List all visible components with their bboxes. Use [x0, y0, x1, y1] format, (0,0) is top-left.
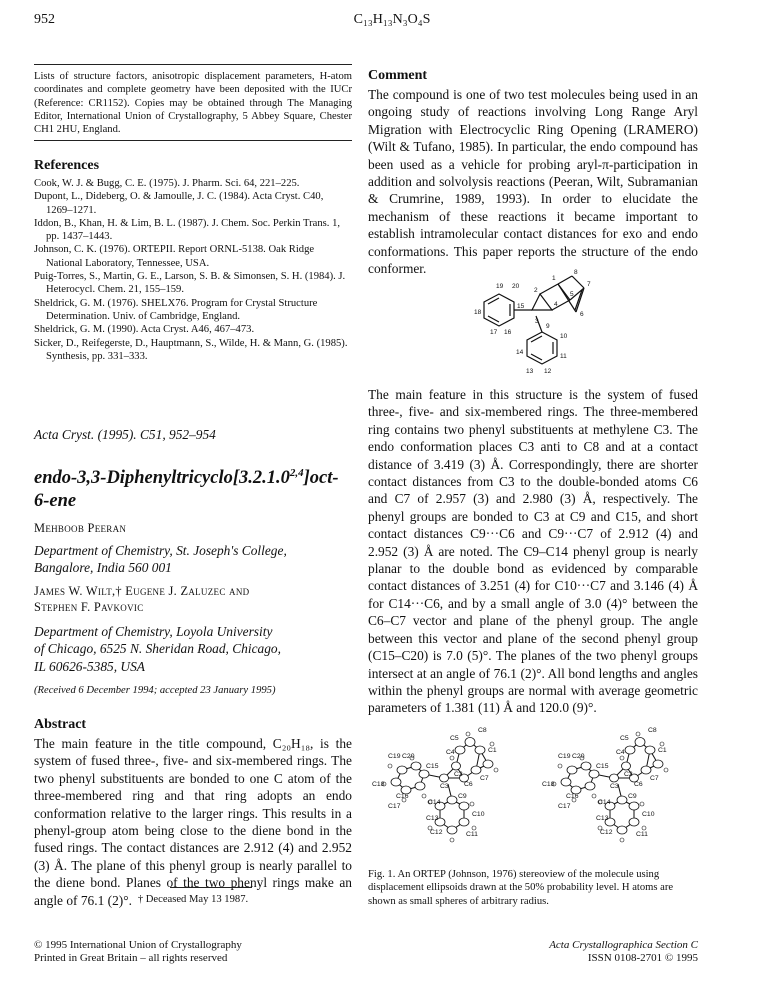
title-part: ]oct- — [303, 468, 339, 489]
chemical-scheme-diagram — [454, 266, 684, 374]
received-dates: (Received 6 December 1994; accepted 23 January 1995) — [34, 685, 276, 696]
atom-label-17: 17 — [490, 329, 498, 336]
affiliation-line: Department of Chemistry, St. Joseph's College, — [34, 543, 287, 558]
ortep-stereoview-figure — [368, 726, 698, 860]
references-list — [34, 177, 352, 363]
author-peeran: Mehboob Peeran — [34, 521, 127, 535]
affiliation-loyola — [34, 623, 352, 675]
top-rule-left — [34, 64, 352, 65]
atom-label-3: 3 — [535, 318, 539, 325]
journal-reference: Acta Cryst. (1995). C51, 952–954 — [34, 427, 216, 442]
atom-label-c6: C6 — [464, 781, 473, 788]
atom-label-c16: C16 — [566, 793, 579, 800]
footer-issn: ISSN 0108-2701 © 1995 — [587, 952, 698, 964]
figure-caption: Fig. 1. An ORTEP (Johnson, 1976) stereoview of the molecule using displacement ellipsoids drawn at the 50% probability level. H atoms are shown as small spheres of arbitrary radius. — [368, 869, 674, 907]
comment-heading: Comment — [368, 68, 428, 83]
atom-label-6: 6 — [580, 311, 584, 318]
atom-label-c12: C12 — [430, 829, 443, 836]
comment-text: The compound is one of two test molecules being used in an ongoing study of reactions involving Long Range Aryl Migration with Electrocyclic Ring Opening (LRAMERO) (Wilt & Tufano, 1985). In particular, the endo compound has been used as a vehicle for probing aryl-π-participation in addition and solvolysis reactions (Peeran, Wilt, Subramanian & Crumrine, 1989, 1993). In order to elucidate the mechanism of these reactions it became important to establish intramolecular contact distances for exo and endo conformations. This paper reports the structure of the endo conformer. — [368, 87, 698, 277]
deposition-note: Lists of structure factors, anisotropic displacement parameters, H-atom coordinates and complete geometry have been deposited with the IUCr (Reference: CR1152). Copies may be obtained through The Managing Editor, International Union of Crystallography, 5 Abbey Square, Chester CH1 2HU, England. — [34, 71, 352, 136]
atom-label-c18: C18 — [542, 781, 555, 788]
reference-item: Sicker, D., Reifegerste, D., Hauptmann, S., Wilde, H. & Mann, G. (1985). Synthesis, pp. 331–333. — [34, 337, 348, 362]
atom-label-c3: C3 — [610, 783, 619, 790]
atom-label-14: 14 — [516, 349, 524, 356]
atom-label-12: 12 — [544, 368, 552, 374]
reference-item: Sheldrick, G. M. (1976). SHELX76. Program for Crystal Structure Determination. Univ. of Cambridge, England. — [34, 297, 318, 322]
atom-label-c2: C2 — [624, 771, 633, 778]
atom-label-c11: C11 — [466, 831, 478, 838]
atom-label-c13: C13 — [426, 815, 439, 822]
author-line: Stephen F. Pavkovic — [34, 600, 144, 614]
atom-label-c13: C13 — [596, 815, 609, 822]
atom-label-c7: C7 — [480, 775, 489, 782]
journal-footer — [368, 939, 698, 965]
footnote-rule — [170, 887, 252, 888]
atom-label-c1: C1 — [488, 747, 497, 754]
atom-label-c4: C4 — [446, 749, 455, 756]
atom-label-c6: C6 — [634, 781, 643, 788]
atom-label-11: 11 — [560, 353, 567, 360]
atom-label-c4: C4 — [616, 749, 625, 756]
reference-item: Dupont, L., Dideberg, O. & Jamoulle, J. C. (1984). Acta Cryst. C40, 1269–1271. — [34, 191, 324, 216]
atom-label-c20: C20 — [402, 753, 415, 760]
atom-label-c5: C5 — [450, 735, 459, 742]
atom-label-c11: C11 — [636, 831, 648, 838]
reference-item: Sheldrick, G. M. (1990). Acta Cryst. A46, 467–473. — [34, 324, 255, 336]
reference-item: Puig-Torres, S., Martin, G. E., Larson, S. B. & Simonsen, S. H. (1984). J. Heterocycl. Chem. 21, 155–159. — [34, 271, 346, 296]
references-heading: References — [34, 158, 100, 173]
atom-label-c8: C8 — [478, 727, 487, 734]
copyright-line: © 1995 International Union of Crystallography — [34, 939, 242, 951]
atom-label-c8: C8 — [648, 727, 657, 734]
atom-label-7: 7 — [587, 281, 591, 288]
atom-label-c7: C7 — [650, 775, 659, 782]
atom-label-15: 15 — [517, 303, 525, 310]
atom-label-16: 16 — [504, 329, 512, 336]
atom-label-c10: C10 — [472, 811, 485, 818]
atom-label-c3: C3 — [440, 783, 449, 790]
atom-label-c14: C14 — [598, 799, 611, 806]
reference-item: Johnson, C. K. (1976). ORTEPII. Report ORNL-5138. Oak Ridge National Laboratory, Tennessee, USA. — [34, 244, 315, 269]
atom-label-13: 13 — [526, 368, 534, 374]
abstract-heading: Abstract — [34, 717, 87, 732]
authors-wilt-zaluzec-pavkovic — [34, 583, 352, 615]
atom-label-1: 1 — [552, 275, 556, 282]
affiliation-line: Department of Chemistry, Loyola University — [34, 624, 273, 639]
references-rule — [34, 140, 352, 141]
atom-label-c1: C1 — [658, 747, 667, 754]
reference-item: Cook, W. J. & Bugg, C. E. (1975). J. Pharm. Sci. 64, 221–225. — [34, 178, 300, 189]
affiliation-line: Bangalore, India 560 001 — [34, 560, 172, 576]
main-body-text: The main feature in this structure is the system of fused three-, five- and six-membered rings. The three-membered ring contains two phenyl substituents at methylene C3. The endo conformation places C3 anti to C8 and at a contact distance of 3.419 (3) Å. Correspondingly, there are shorter contact distances from C3 to the double-bonded atoms C6 and C7 of 2.957 (3) and 2.980 (3) Å, respectively. The phenyl groups are bonded to C3 at C9 and C15, and short contact distances C9···C6 and C9···C7 of 2.912 (4) and 2.952 (3) Å are noted. The C9–C14 phenyl group is nearly planar to the double bond as evidenced by comparable contact distances of 3.251 (4) for C10···C7 and 3.146 (4) Å for C14···C6, and by a small angle of 3.0 (4)° between the C6–C7 vector and plane of the phenyl group. The angle between this vector and plane of the second phenyl group (C15–C20) is 7.0 (5)°. The planes of the two phenyl groups intersect at an angle of 76.1 (2)°. All bond lengths and angles within the phenyl groups are normal with average geometric parameters of 1.381 (11) Å and 120.0 (9)°. — [368, 387, 698, 716]
atom-label-4: 4 — [554, 301, 558, 308]
atom-label-c12: C12 — [600, 829, 613, 836]
atom-label-c17: C17 — [388, 803, 401, 810]
copyright-line: Printed in Great Britain – all rights reserved — [34, 952, 228, 964]
atom-label-10: 10 — [560, 333, 568, 340]
atom-label-c9: C9 — [458, 793, 467, 800]
footer-journal-name: Acta Crystallographica Section C — [549, 939, 698, 951]
abstract-text: The main feature in the title compound, C₂₀H₁₈, is the system of fused three-, five- and six-membered rings. The two phenyl substituents are bonded to one C atom of the three-membered ring and that ring adopts an endo conformation relative to the larger rings. This results in a phenyl-group atom being close to the diene bond in the fused rings. The contact distances are 2.912 (4) and 2.952 (3) Å. The plane of this phenyl group is nearly parallel to the diene bond. Planes of the two phenyl rings make an angle of 76.1 (2)°. — [34, 736, 352, 908]
affiliation-line: IL 60626-5385, USA — [34, 658, 145, 674]
affiliation-line: of Chicago, 6525 N. Sheridan Road, Chicago, — [34, 641, 281, 657]
atom-label-2: 2 — [534, 287, 538, 294]
atom-label-c15: C15 — [596, 763, 609, 770]
atom-label-c17: C17 — [558, 803, 571, 810]
paper-title — [34, 462, 352, 513]
atom-label-5: 5 — [570, 291, 574, 298]
atom-label-c19: C19 — [558, 753, 571, 760]
atom-label-c19: C19 — [388, 753, 401, 760]
atom-label-c16: C16 — [396, 793, 409, 800]
atom-label-18: 18 — [474, 309, 482, 316]
atom-label-9: 9 — [546, 323, 550, 330]
running-head-formula: C₁₃H₁₃N₃O₄S — [353, 12, 431, 27]
atom-label-20: 20 — [512, 283, 520, 290]
atom-label-c18: C18 — [372, 781, 385, 788]
copyright-block — [34, 939, 352, 965]
atom-label-c9: C9 — [628, 793, 637, 800]
atom-label-c5: C5 — [620, 735, 629, 742]
title-superscript: 2,4 — [289, 467, 304, 479]
cyclopropane-ring — [532, 294, 552, 310]
atom-label-8: 8 — [574, 269, 578, 276]
author-line: James W. Wilt,† Eugene J. Zaluzec and — [34, 584, 250, 598]
reference-item: Iddon, B., Khan, H. & Lim, B. L. (1987). J. Chem. Soc. Perkin Trans. 1, pp. 1437–1443. — [34, 217, 341, 243]
atom-label-c20: C20 — [572, 753, 585, 760]
title-part: 6-ene — [34, 491, 77, 512]
page-number: 952 — [34, 12, 55, 27]
atom-label-c15: C15 — [426, 763, 439, 770]
atom-label-19: 19 — [496, 283, 504, 290]
affiliation-st-josephs — [34, 542, 352, 577]
atom-label-c10: C10 — [642, 811, 655, 818]
footnote: † Deceased May 13 1987. — [137, 894, 249, 905]
title-part: endo-3,3-Diphenyltricyclo[3.2.1.0 — [34, 468, 290, 489]
atom-label-c14: C14 — [428, 799, 441, 806]
atom-label-c2: C2 — [454, 771, 463, 778]
